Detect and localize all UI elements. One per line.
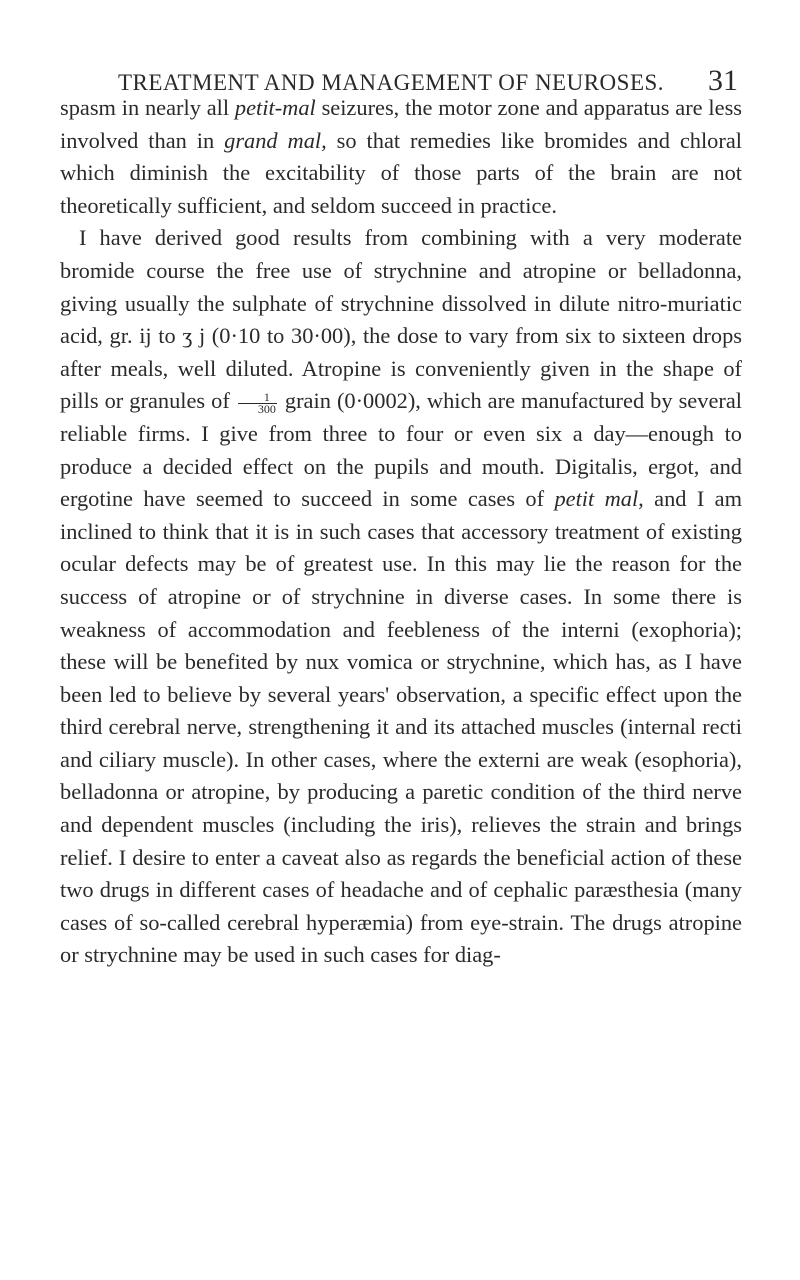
text-run: so that remedies like bromides and chloral which diminish the excitability of those parts of the brain are not theoretically sufficient, and seldom succeed in practice. [60,127,742,218]
text-run: I have derived good results from combining with a very moderate bromide course the free use of strychnine and atropine or belladonna, giving usually the sulphate of strychnine dissolved in dilute nitro-muriatic acid, gr. ij to ʒ j (0·10 to 30·00), the dose to vary from six to sixteen drops after meals, well diluted. Atropine is conveniently given in the shape of pills or granules of [60,225,742,414]
fraction-denominator: 300 [257,402,276,417]
fraction [238,392,277,415]
text-run: spasm in nearly all [60,95,235,120]
paragraph [60,92,742,222]
italic-text: grand mal, [224,127,327,153]
italic-text: petit mal, [554,486,644,512]
running-title: TREATMENT AND MANAGEMENT OF NEUROSES. [118,70,665,95]
text-run: and I am inclined to think that it is in such cases that accessory treatment of existing ocular defects may be of greatest use. In this may lie the reason for the success of atropine or of strychnine in diverse cases. In some there is weakness of accommodation and feebleness of the interni (exophoria); these will be benefited by nux vomica or strychnine, which has, as I have been led to believe by several years' observation, a specific effect upon the third cerebral nerve, strengthening it and its attached muscles (internal recti and ciliary muscle). In other cases, where the externi are weak (esophoria), belladonna or atropine, by producing a paretic condition of the third nerve and dependent muscles (including the iris), relieves the strain and brings relief. I desire to enter a caveat also as regards the beneficial action of these two drugs in different cases of headache and of cephalic paræsthesia (many cases of so-called cerebral hyperæmia) from eye-strain. The drugs atropine or strychnine may be used in such cases for diag- [60,486,742,968]
text-run: grain (0·0002), which are manufactured by several reliable firms. I give from three to four or even six a day—enough to produce a decided effect on the pupils and mouth. Digitalis, ergot, and ergotine have seemed to succeed in some cases of [60,388,742,512]
text-run: seizures, the motor zone and apparatus are less involved than in [60,95,743,153]
page-number: 31 [708,64,738,97]
italic-text: petit-mal [234,95,316,120]
paragraph [60,222,742,972]
fraction-numerator: 1 [238,392,277,404]
body-text [60,92,742,972]
